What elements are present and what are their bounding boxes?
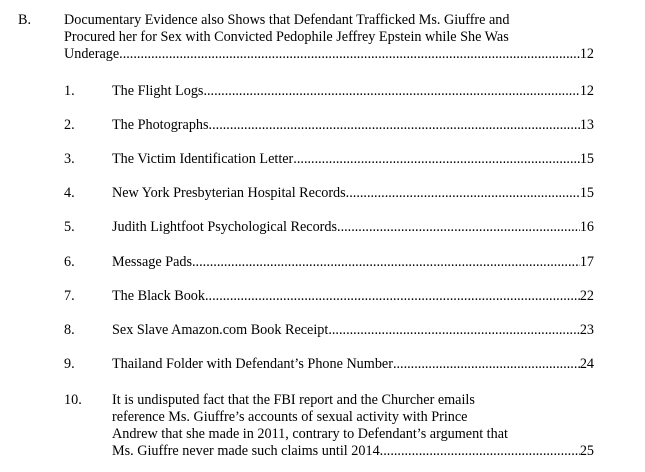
- entry-title-line: reference Ms. Giuffre’s accounts of sexual activity with Prince: [112, 409, 468, 425]
- page-number: 23: [579, 322, 594, 338]
- section-heading-last-line: [64, 46, 594, 63]
- dot-leader: [205, 288, 580, 305]
- entry-last-line: [112, 443, 594, 460]
- entry-title: The Flight Logs: [112, 83, 204, 99]
- entry-number: 2.: [64, 117, 75, 133]
- dot-leader: [293, 151, 580, 168]
- dot-leader: [203, 83, 579, 100]
- entry-title: Judith Lightfoot Psychological Records: [112, 219, 338, 235]
- entry-number: 4.: [64, 185, 75, 201]
- entry-title-line: Andrew that she made in 2011, contrary to Defendant’s argument that: [112, 426, 508, 442]
- entry-number: 9.: [64, 356, 75, 372]
- dot-leader: [209, 117, 580, 134]
- entry-number: 8.: [64, 322, 75, 338]
- entry-number: 5.: [64, 219, 75, 235]
- entry-title-line: It is undisputed fact that the FBI report and the Churcher emails: [112, 392, 475, 408]
- entry-title: New York Presbyterian Hospital Records: [112, 185, 346, 201]
- entry-title: Ms. Giuffre never made such claims until 2014: [112, 443, 380, 459]
- entry-number: 3.: [64, 151, 75, 167]
- dot-leader: [380, 443, 580, 460]
- entry-title: The Victim Identification Letter: [112, 151, 294, 167]
- page-number: 12: [579, 83, 594, 99]
- section-heading-line: Documentary Evidence also Shows that Defendant Trafficked Ms. Giuffre and: [64, 12, 510, 28]
- page-number: 15: [579, 185, 594, 201]
- dot-leader: [346, 185, 580, 202]
- section-label: B.: [18, 12, 32, 28]
- toc-entry: [112, 185, 594, 202]
- toc-entry: [112, 219, 594, 236]
- toc-entry: [112, 254, 594, 271]
- page-number: 24: [579, 356, 594, 372]
- dot-leader: [192, 254, 580, 271]
- page-number: 15: [579, 151, 594, 167]
- toc-entry: [112, 151, 594, 168]
- dot-leader: [337, 219, 580, 236]
- dot-leader: [393, 356, 580, 373]
- page-number: 16: [579, 219, 594, 235]
- section-heading-text: Underage: [64, 46, 120, 62]
- page-number: 13: [579, 117, 594, 133]
- entry-number: 1.: [64, 83, 75, 99]
- toc-entry: [112, 356, 594, 373]
- page-number: 12: [579, 46, 594, 62]
- entry-title: Sex Slave Amazon.com Book Receipt: [112, 322, 329, 338]
- toc-entry: [112, 117, 594, 134]
- toc-entry: [112, 288, 594, 305]
- entry-number: 10.: [64, 392, 82, 408]
- page-number: 22: [579, 288, 594, 304]
- dot-leader: [328, 322, 579, 339]
- section-heading-line: Procured her for Sex with Convicted Pedophile Jeffrey Epstein while She Was: [64, 29, 509, 45]
- entry-title: The Black Book: [112, 288, 205, 304]
- entry-number: 6.: [64, 254, 75, 270]
- dot-leader: [119, 46, 580, 63]
- toc-entry: [112, 322, 594, 339]
- entry-title: Thailand Folder with Defendant’s Phone Number: [112, 356, 393, 372]
- toc-entry: [112, 83, 594, 100]
- entry-title: The Photographs: [112, 117, 209, 133]
- entry-number: 7.: [64, 288, 75, 304]
- entry-title: Message Pads: [112, 254, 192, 270]
- page-number: 25: [579, 443, 594, 459]
- page-number: 17: [579, 254, 594, 270]
- toc-entry: [112, 392, 594, 460]
- section-heading: [64, 12, 594, 63]
